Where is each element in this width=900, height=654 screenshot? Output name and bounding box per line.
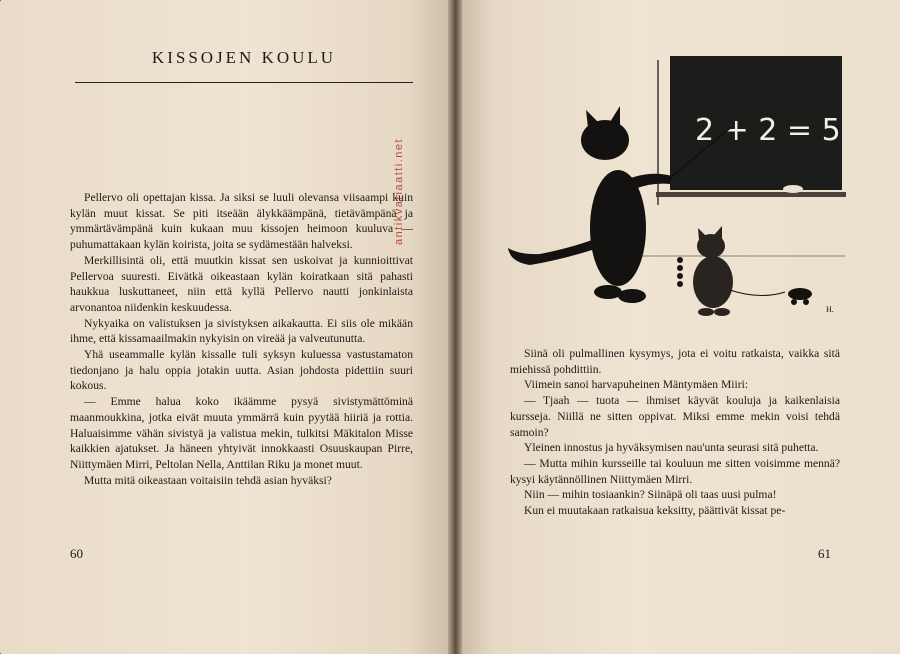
- paragraph: Mutta mitä oikeastaan voitaisiin tehdä asian hyväksi?: [84, 473, 332, 487]
- teacher-cat: [508, 106, 672, 303]
- paragraph: Niin — mihin tosiaankin? Siinäpä oli taas uusi pulma!: [524, 488, 777, 502]
- chalk-ledge: [656, 192, 846, 197]
- paragraph: Yhä useammalle kylän kissalle tuli syksyn kuluessa vastustamaton tiedonjano ja halu oppia jotakin uutta. Asian johdosta pidettiin suuri kokous.: [70, 348, 413, 393]
- paragraph: — Emme halua koko ikäämme pysyä sivistymättöminä maanmoukkina, jotka eivät muuta ymmärrä kuin pyytää hiiriä ja rottia. Haluaisimme vähän sivistyä ja valistua mekin, tulkitsi Mäkitalon Misse kaikkien ajatukset. Ja häneen yhtyivät innokkaasti Osuuskaupan Pirre, Niittymäen Mirri, Peltolan Nella, Anttilan Riku ja monet muut.: [70, 395, 413, 471]
- toy-mouse: [788, 288, 812, 305]
- toy-string: [730, 290, 785, 296]
- small-cat: [693, 226, 733, 316]
- blackboard-equation: 2 + 2 = 5: [695, 113, 841, 148]
- page-number-left: 60: [70, 546, 83, 561]
- paragraph: Kun ei muutakaan ratkaisua keksitty, päättivät kissat pe-: [524, 504, 786, 518]
- paragraph: Yleinen innostus ja hyväksymisen nau'unta seurasi sitä puhetta.: [524, 441, 819, 455]
- paragraph: Viimein sanoi harvapuheinen Mäntymäen Miiri:: [524, 378, 749, 392]
- header-rule: [75, 82, 413, 83]
- bead-toy: [677, 257, 683, 287]
- paragraph: — Mutta mihin kursseille tai kouluun me sitten voisimme mennä? kysyi käytännöllinen Niittymäen Mirri.: [510, 456, 840, 486]
- left-page-text: [70, 190, 413, 488]
- book-gutter: [448, 0, 462, 654]
- running-head: KISSOJEN KOULU: [151, 48, 337, 67]
- cat-school-illustration: [500, 50, 850, 330]
- sponge: [783, 185, 803, 193]
- paragraph: — Tjaah — tuota — ihmiset käyvät kouluja ja kaikenlaisia kursseja. Niillä ne sitten oppivat. Miksi emme mekin voisi tehdä samoin?: [510, 394, 840, 439]
- paragraph: Merkillisintä oli, että muutkin kissat sen uskoivat ja kunnioittivat Pellervoa suuresti. Eivätkä oikeastaan kylän koiratkaan sitä pahasti haukkua luskuttaneet, niin että kyllä Pellervo nautti jonkinlaista arvonantoa niidenkin keskuudessa.: [70, 253, 413, 314]
- page-number-right: 61: [818, 546, 831, 561]
- watermark: antikvariaatti.net: [393, 137, 405, 245]
- paragraph: Pellervo oli opettajan kissa. Ja siksi se luuli olevansa viisaampi kuin kylän muut kissat. Se piti itseään älykkäämpänä, tietävämpänä ja ymmärtävämpänä kuin kukaan muu kissojen heimoon kuuluva — puhumattakaan kylän koirista, joita se sydämestään halveksi.: [70, 191, 413, 252]
- paragraph: Nykyaika on valistuksen ja sivistyksen aikakautta. Ei siis ole mikään ihme, että kissamaailmakin nykyisin on vireää ja valveutunutta.: [70, 316, 413, 346]
- right-page-text: [510, 346, 840, 519]
- illustrator-signature: H.: [826, 305, 834, 314]
- paragraph: Siinä oli pulmallinen kysymys, jota ei voitu ratkaista, vaikka sitä miehissä pohdittiin.: [510, 347, 840, 376]
